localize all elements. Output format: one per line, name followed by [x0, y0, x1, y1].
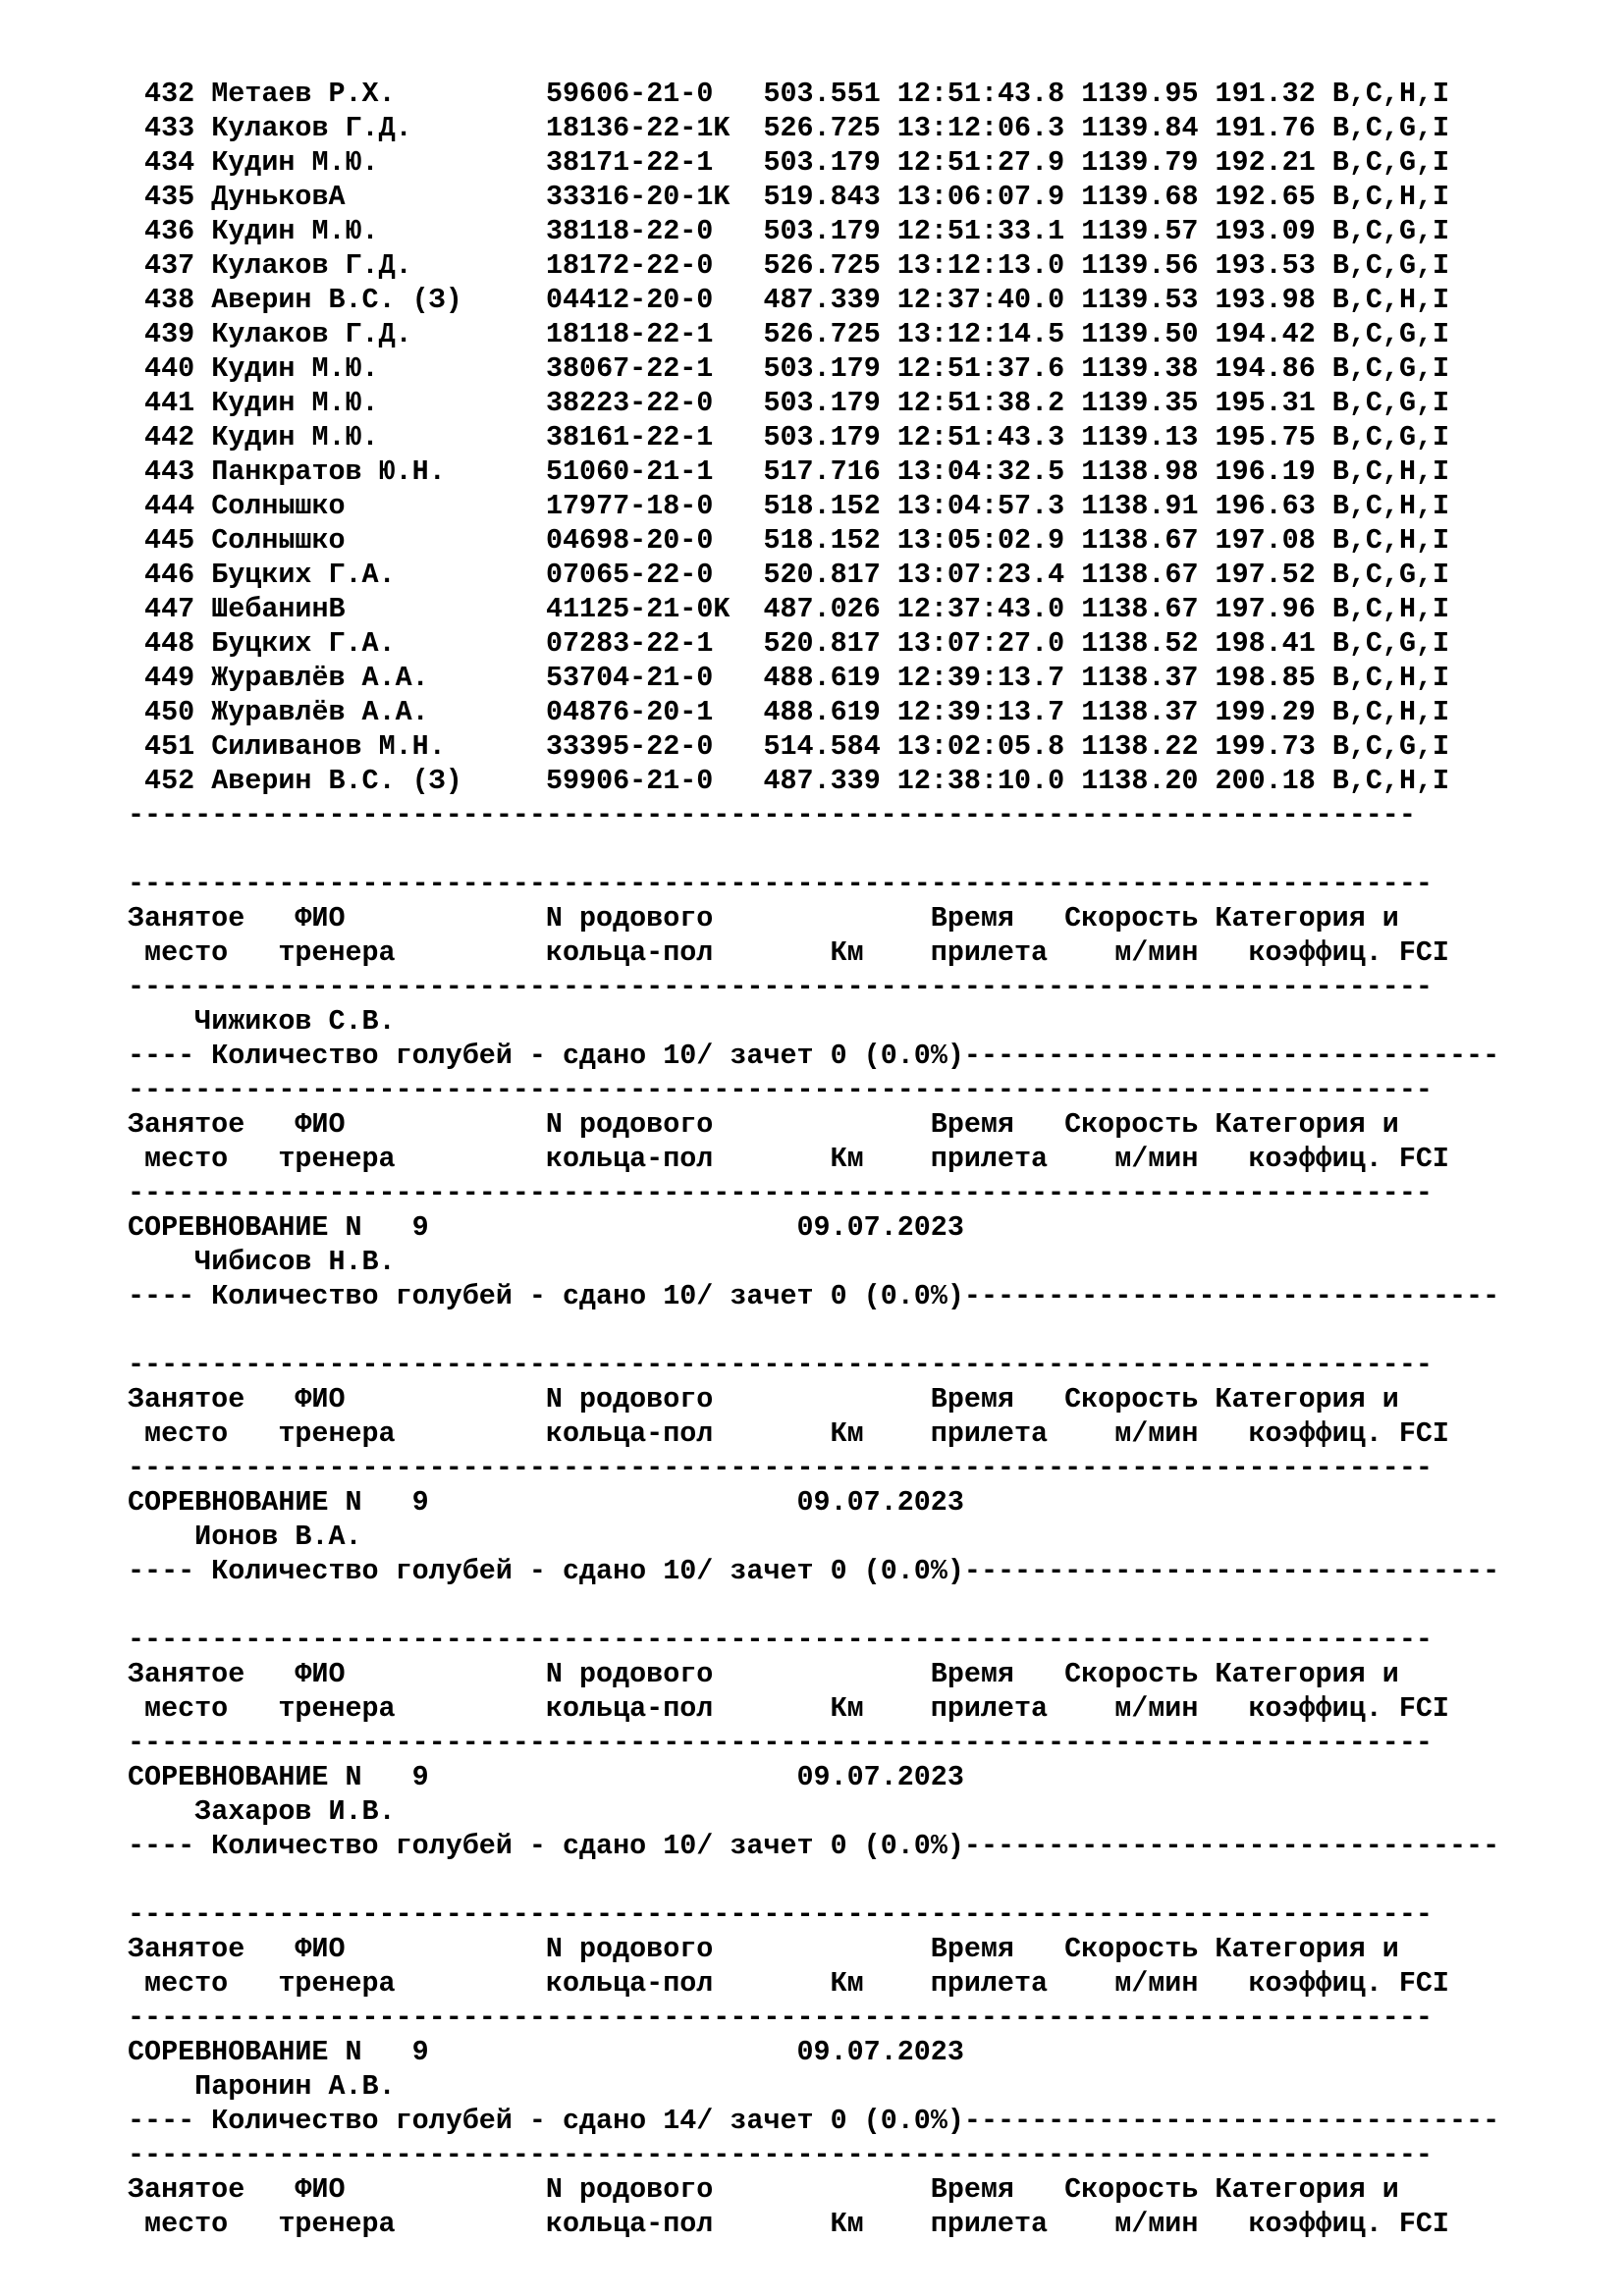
result-row: 444 Солнышко 17977-18-0 518.152 13:04:57.3 1138.91 196.63 B,C,H,I	[144, 490, 1450, 522]
trainer-block	[128, 1897, 1600, 2138]
divider: ------------------------------------------------------------------------------	[128, 1727, 1433, 1759]
competition-line: СОРЕВНОВАНИЕ N 9 09.07.2023	[128, 1761, 964, 1793]
divider: ------------------------------------------------------------------------------	[128, 868, 1433, 900]
result-row: 450 Журавлёв А.А. 04876-20-1 488.619 12:39:13.7 1138.37 199.29 B,C,H,I	[144, 696, 1450, 728]
trainer-name: Ионов В.А.	[194, 1521, 362, 1553]
column-header: Занятое ФИО N родового Время Скорость Категория и	[128, 1383, 1399, 1415]
result-row: 446 Буцких Г.А. 07065-22-0 520.817 13:07:23.4 1138.67 197.52 B,C,G,I	[144, 559, 1450, 591]
divider: ------------------------------------------------------------------------------	[128, 1074, 1433, 1106]
result-row: 443 Панкратов Ю.Н. 51060-21-1 517.716 13:04:32.5 1138.98 196.19 B,C,H,I	[144, 455, 1450, 488]
trainer-name: Чижиков С.В.	[194, 1005, 396, 1038]
competition-line: СОРЕВНОВАНИЕ N 9 09.07.2023	[128, 1486, 964, 1519]
trainer-block	[128, 1348, 1600, 1588]
trainer-name: Паронин А.В.	[194, 2070, 396, 2103]
trainer-name: Захаров И.В.	[194, 1795, 396, 1828]
column-header: место тренера кольца-пол Км прилета м/мин коэффиц. FCI	[128, 1143, 1449, 1175]
result-row: 440 Кудин М.Ю. 38067-22-1 503.179 12:51:37.6 1139.38 194.86 B,C,G,I	[144, 352, 1450, 385]
pigeon-count: ---- Количество голубей - сдано 14/ зачет 0 (0.0%)--------------------------------	[128, 2105, 1500, 2137]
divider: -----------------------------------------------------------------------------	[128, 799, 1416, 831]
pigeon-count: ---- Количество голубей - сдано 10/ зачет 0 (0.0%)--------------------------------	[128, 1555, 1500, 1587]
results-table	[128, 77, 1600, 798]
column-header: место тренера кольца-пол Км прилета м/мин коэффиц. FCI	[128, 1417, 1449, 1450]
result-row: 448 Буцких Г.А. 07283-22-1 520.817 13:07:27.0 1138.52 198.41 B,C,G,I	[144, 627, 1450, 660]
divider: ------------------------------------------------------------------------------	[128, 1452, 1433, 1484]
column-header: место тренера кольца-пол Км прилета м/мин коэффиц. FCI	[128, 1692, 1449, 1725]
divider: ------------------------------------------------------------------------------	[128, 971, 1433, 1003]
competition-line: СОРЕВНОВАНИЕ N 9 09.07.2023	[128, 2036, 964, 2068]
column-header: Занятое ФИО N родового Время Скорость Категория и	[128, 902, 1399, 934]
trainer-block	[128, 867, 1600, 1073]
result-row: 439 Кулаков Г.Д. 18118-22-1 526.725 13:12:14.5 1139.50 194.42 B,C,G,I	[144, 318, 1450, 350]
pigeon-count: ---- Количество голубей - сдано 10/ зачет 0 (0.0%)--------------------------------	[128, 1040, 1500, 1072]
pigeon-count: ---- Количество голубей - сдано 10/ зачет 0 (0.0%)--------------------------------	[128, 1280, 1500, 1312]
result-row: 445 Солнышко 04698-20-0 518.152 13:05:02.9 1138.67 197.08 B,C,H,I	[144, 524, 1450, 557]
pigeon-count: ---- Количество голубей - сдано 10/ зачет 0 (0.0%)--------------------------------	[128, 1830, 1500, 1862]
divider: ------------------------------------------------------------------------------	[128, 2002, 1433, 2034]
results-printout	[128, 77, 1600, 2241]
trainer-name: Чибисов Н.В.	[194, 1246, 396, 1278]
column-header: Занятое ФИО N родового Время Скорость Категория и	[128, 2173, 1399, 2206]
column-header: место тренера кольца-пол Км прилета м/мин коэффиц. FCI	[128, 2208, 1449, 2240]
column-header: Занятое ФИО N родового Время Скорость Категория и	[128, 1658, 1399, 1690]
column-header: Занятое ФИО N родового Время Скорость Категория и	[128, 1933, 1399, 1965]
result-row: 436 Кудин М.Ю. 38118-22-0 503.179 12:51:33.1 1139.57 193.09 B,C,G,I	[144, 215, 1450, 247]
column-header: место тренера кольца-пол Км прилета м/мин коэффиц. FCI	[128, 1967, 1449, 2000]
result-row: 434 Кудин М.Ю. 38171-22-1 503.179 12:51:27.9 1139.79 192.21 B,C,G,I	[144, 146, 1450, 179]
result-row: 438 Аверин В.С. (З) 04412-20-0 487.339 12:37:40.0 1139.53 193.98 B,C,H,I	[144, 284, 1450, 316]
trailing-header	[128, 2138, 1600, 2241]
divider: ------------------------------------------------------------------------------	[128, 1624, 1433, 1656]
divider: ------------------------------------------------------------------------------	[128, 1177, 1433, 1209]
competition-line: СОРЕВНОВАНИЕ N 9 09.07.2023	[128, 1211, 964, 1244]
result-row: 433 Кулаков Г.Д. 18136-22-1K 526.725 13:12:06.3 1139.84 191.76 B,C,G,I	[144, 112, 1450, 144]
trainer-block	[128, 1623, 1600, 1863]
result-row: 449 Журавлёв А.А. 53704-21-0 488.619 12:39:13.7 1138.37 198.85 B,C,H,I	[144, 662, 1450, 694]
result-row: 441 Кудин М.Ю. 38223-22-0 503.179 12:51:38.2 1139.35 195.31 B,C,G,I	[144, 387, 1450, 419]
divider: ------------------------------------------------------------------------------	[128, 2139, 1433, 2171]
trainer-block	[128, 1073, 1600, 1313]
column-header: Занятое ФИО N родового Время Скорость Категория и	[128, 1108, 1399, 1141]
divider: ------------------------------------------------------------------------------	[128, 1898, 1433, 1931]
divider: ------------------------------------------------------------------------------	[128, 1349, 1433, 1381]
result-row: 447 ШебанинВ 41125-21-0K 487.026 12:37:43.0 1138.67 197.96 B,C,H,I	[144, 593, 1450, 625]
result-row: 442 Кудин М.Ю. 38161-22-1 503.179 12:51:43.3 1139.13 195.75 B,C,G,I	[144, 421, 1450, 454]
column-header: место тренера кольца-пол Км прилета м/мин коэффиц. FCI	[128, 936, 1449, 969]
result-row: 435 ДуньковА 33316-20-1K 519.843 13:06:07.9 1139.68 192.65 B,C,H,I	[144, 181, 1450, 213]
result-row: 432 Метаев Р.Х. 59606-21-0 503.551 12:51:43.8 1139.95 191.32 B,C,H,I	[144, 78, 1450, 110]
result-row: 451 Силиванов М.Н. 33395-22-0 514.584 13:02:05.8 1138.22 199.73 B,C,G,I	[144, 730, 1450, 763]
result-row: 437 Кулаков Г.Д. 18172-22-0 526.725 13:12:13.0 1139.56 193.53 B,C,G,I	[144, 249, 1450, 282]
result-row: 452 Аверин В.С. (З) 59906-21-0 487.339 12:38:10.0 1138.20 200.18 B,C,H,I	[144, 765, 1450, 797]
